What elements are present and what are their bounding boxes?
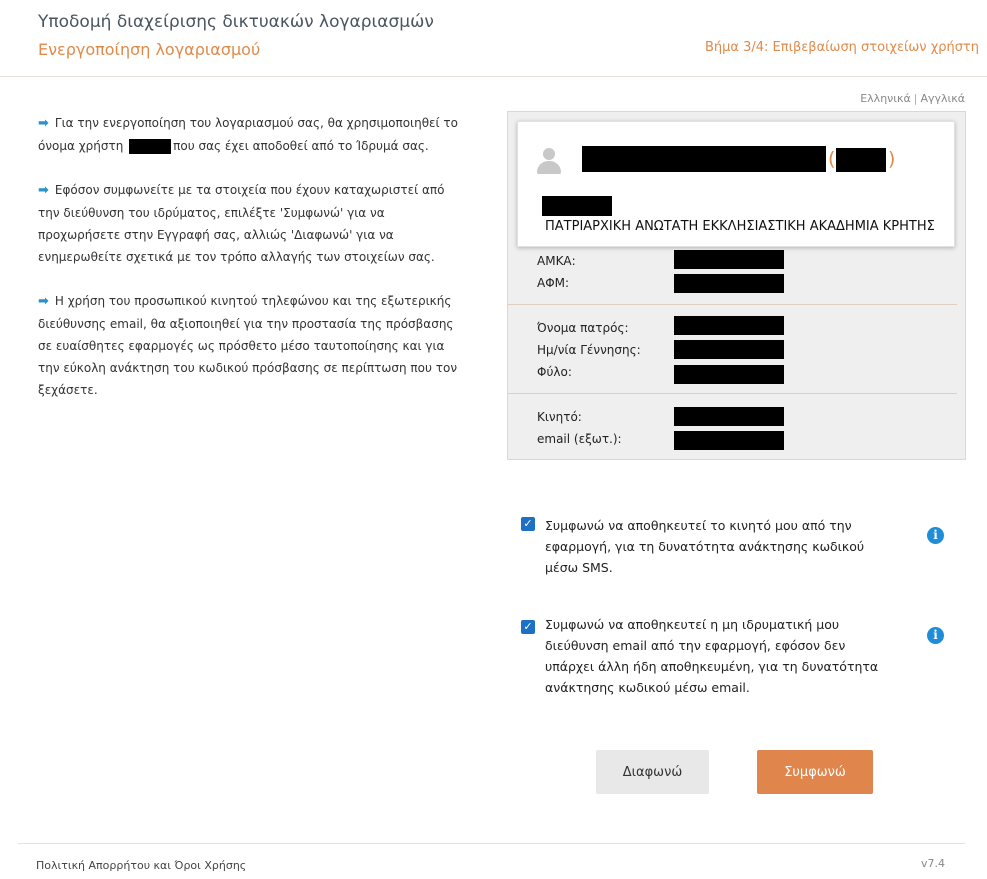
intro-text: [38, 112, 463, 423]
redacted-birth-date-value: [674, 340, 784, 359]
field-label-gender: Φύλο:: [537, 365, 572, 379]
arrow-right-icon: ➡: [38, 294, 49, 309]
field-label-mobile: Κινητό:: [537, 410, 582, 424]
page-header: [0, 0, 987, 77]
intro-paragraph-2: [38, 179, 463, 268]
info-icon[interactable]: i: [927, 527, 944, 544]
redacted-user-code: [836, 148, 886, 172]
lang-english-link[interactable]: Αγγλικά: [920, 92, 965, 105]
redacted-afm-value: [674, 274, 784, 293]
section-divider: [508, 304, 957, 305]
page-title: Υποδομή διαχείρισης δικτυακών λογαριασμών: [38, 12, 434, 32]
privacy-policy-link[interactable]: Πολιτική Απορρήτου και Όροι Χρήσης: [36, 859, 247, 872]
user-avatar-icon: [536, 148, 562, 176]
lang-greek-link[interactable]: Ελληνικά: [860, 92, 911, 105]
user-card: [517, 121, 955, 247]
consent-email-text: Συμφωνώ να αποθηκευτεί η μη ιδρυματική μου διεύθυνση email από την εφαρμογή, εφόσον δεν υπάρχει άλλη ήδη αποθηκευμένη, για τη δυνατότητα ανάκτησης κωδικού μέσω email.: [545, 617, 879, 695]
arrow-right-icon: ➡: [38, 116, 49, 131]
page-subtitle: Ενεργοποίηση λογαριασμού: [38, 40, 261, 59]
institution-name: ΠΑΤΡΙΑΡΧΙΚΗ ΑΝΩΤΑΤΗ ΕΚΚΛΗΣΙΑΣΤΙΚΗ ΑΚΑΔΗΜΙΑ ΚΡΗΤΗΣ: [545, 219, 935, 234]
redacted-email-value: [674, 431, 784, 450]
paren-open: (: [828, 148, 836, 170]
consent-email-checkbox[interactable]: ✓: [521, 620, 535, 634]
intro-paragraph-3: [38, 290, 463, 401]
lang-separator: |: [913, 92, 918, 105]
footer-divider: [18, 843, 965, 844]
redacted-father-name-value: [674, 316, 784, 335]
consent-mobile-checkbox[interactable]: ✓: [521, 517, 535, 531]
user-details-panel: [507, 111, 966, 460]
disagree-button[interactable]: Διαφωνώ: [596, 750, 709, 794]
section-divider: [508, 393, 957, 394]
paren-close: ): [888, 148, 896, 170]
redacted-amka-value: [674, 250, 784, 269]
step-indicator: Βήμα 3/4: Επιβεβαίωση στοιχείων χρήστη: [704, 40, 979, 55]
intro-p1-end: που σας έχει αποδοθεί από το Ίδρυμά σας.: [173, 139, 429, 153]
version-label: v7.4: [920, 857, 945, 870]
language-switcher: [860, 92, 965, 105]
consent-mobile-text: Συμφωνώ να αποθηκευτεί το κινητό μου από την εφαρμογή, για τη δυνατότητα ανάκτησης κωδικού μέσω SMS.: [545, 518, 865, 575]
agree-button[interactable]: Συμφωνώ: [757, 750, 873, 794]
arrow-right-icon: ➡: [38, 183, 49, 198]
field-label-amka: ΑΜΚΑ:: [537, 254, 576, 268]
field-label-afm: ΑΦΜ:: [537, 276, 570, 290]
intro-p3-text: Η χρήση του προσωπικού κινητού τηλεφώνου και της εξωτερικής διεύθυνσης email, θα αξιοποιηθεί για την προστασία της πρόσβασης σε ευαίσθητες εφαρμογές ως πρόσθετο μέσο ταυτοποίησης και για την εύκολη ανάκτηση του κωδικού πρόσβασης σε περίπτωση που τον ξεχάσετε.: [38, 294, 458, 397]
intro-paragraph-1: [38, 112, 463, 157]
redacted-role: [542, 196, 612, 216]
intro-p2-text: Εφόσον συμφωνείτε με τα στοιχεία που έχουν καταχωριστεί από την διεύθυνση του ιδρύματος, επιλέξτε 'Συμφωνώ' για να προχωρήσετε στην Εγγραφή σας, αλλιώς 'Διαφωνώ' για να ενημερωθείτε σχετικά με τον τρόπο αλλαγής των στοιχείων σας.: [38, 183, 445, 264]
redacted-gender-value: [674, 365, 784, 384]
redacted-username: [129, 139, 171, 154]
field-label-birth-date: Ημ/νία Γέννησης:: [537, 343, 641, 357]
redacted-full-name: [582, 146, 826, 172]
field-label-email: email (εξωτ.):: [537, 432, 622, 446]
intro-p1-start: Για την ενεργοποίηση του λογαριασμού σας, θα χρησιμοποιηθεί το όνομα χρήστη: [38, 116, 458, 153]
info-icon[interactable]: i: [927, 627, 944, 644]
redacted-mobile-value: [674, 407, 784, 426]
field-label-father-name: Όνομα πατρός:: [537, 321, 629, 335]
